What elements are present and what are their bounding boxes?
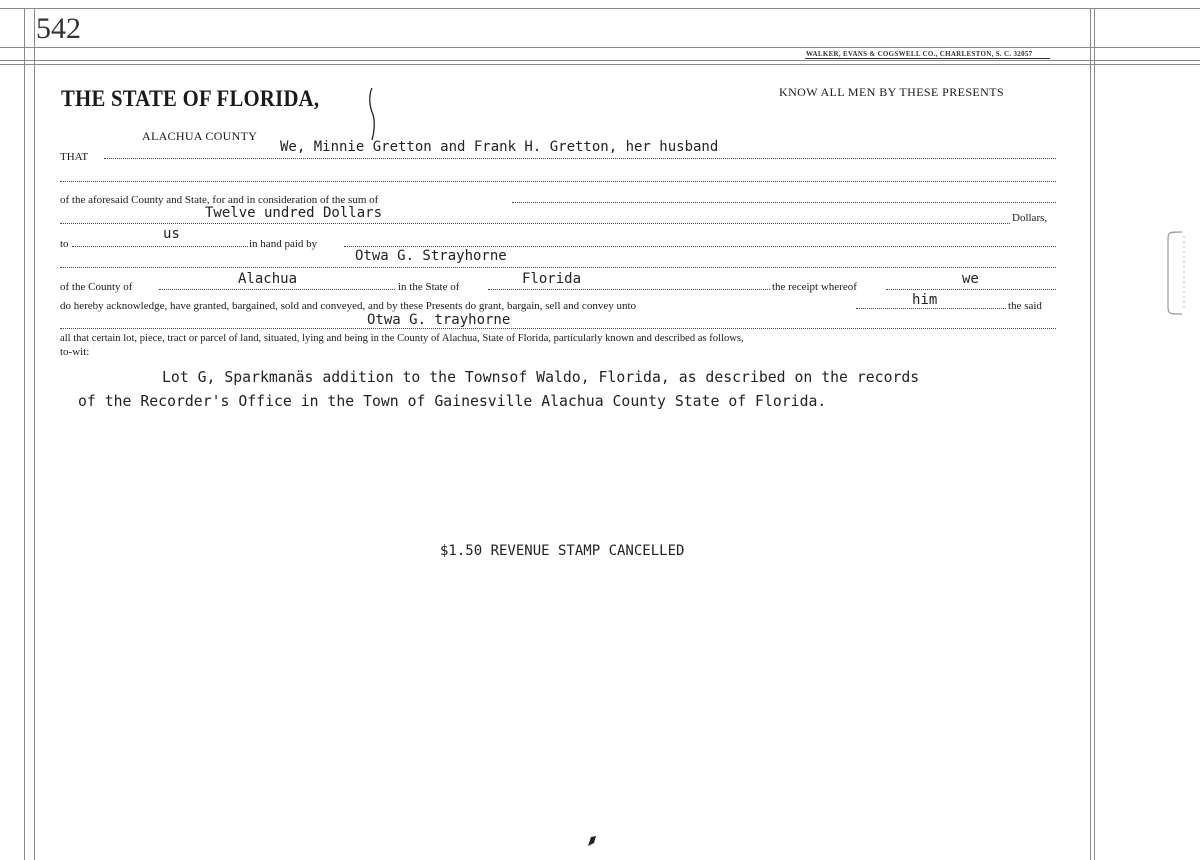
ink-mark-icon [585,834,599,848]
right-margin-line [1090,8,1091,860]
left-margin-line [24,8,25,860]
to-wit-label: to-wit: [60,346,90,358]
imprint-underline [805,58,1050,59]
typed-sum: Twelve undred Dollars [205,205,383,221]
description-line-1: Lot G, Sparkmanäs addition to the Townsof Waldo, Florida, as described on the records [162,369,920,386]
binding-ring-icon [1160,228,1196,320]
paid-by-line-2 [60,267,1056,268]
typed-state: Florida [522,271,582,287]
typed-to-whom: us [163,226,180,242]
unto-line [856,308,1006,309]
page-number: 542 [36,12,81,45]
state-line [488,289,770,290]
sum-line [60,223,1010,224]
header-rule-2 [0,60,1200,61]
to-line [72,246,248,247]
grantee-line [60,328,1056,329]
printer-imprint: WALKER, EVANS & COGSWELL CO., CHARLESTON, S. C. 32057 [806,50,1033,58]
typed-county: Alachua [238,271,298,287]
description-line-2: of the Recorder's Office in the Town of Gainesville Alachua County State of Florida. [78,393,827,410]
typed-grantors: We, Minnie Gretton and Frank H. Gretton, her husband [280,139,719,155]
grantor-line [104,158,1056,159]
left-margin-line-2 [34,8,35,860]
consideration-line [512,202,1056,203]
state-of-label: in the State of [398,281,460,293]
typed-receipt: we [962,271,979,287]
in-hand-paid-label: in hand paid by [249,238,318,250]
top-border [0,8,1200,9]
that-label: THAT [60,151,89,163]
the-said-label: the said [1008,300,1042,312]
typed-said-grantee: Otwa G. trayhorne [367,312,511,328]
typed-unto: him [912,292,938,308]
dollars-label: Dollars, [1012,212,1048,224]
county-of-label: of the County of [60,281,133,293]
paid-by-line [344,246,1056,247]
state-title: THE STATE OF FLORIDA, [61,86,320,111]
header-rule-3 [0,64,1200,65]
aforesaid-text: of the aforesaid County and State, for and in consideration of the sum of [60,194,379,206]
typed-paid-by: Otwa G. Strayhorne [355,248,507,264]
county-line [159,289,395,290]
right-margin-line-2 [1094,8,1095,860]
receipt-line [886,289,1056,290]
to-label: to [60,238,69,250]
brace-icon [366,86,380,142]
blank-line [60,181,1056,182]
all-that-text: all that certain lot, piece, tract or parcel of land, situated, lying and being in the County of Alachua, State of Florida, particularly known and described as follows, [60,333,744,344]
know-all-men: KNOW ALL MEN BY THESE PRESENTS [779,85,1005,99]
acknowledge-text: do hereby acknowledge, have granted, bargained, sold and conveyed, and by these Presents do grant, bargain, sell and convey unto [60,300,637,312]
county-label: ALACHUA COUNTY [142,129,258,143]
header-rule-1 [0,47,1200,48]
receipt-label: the receipt whereof [772,281,857,293]
revenue-stamp-note: $1.50 REVENUE STAMP CANCELLED [440,543,685,559]
